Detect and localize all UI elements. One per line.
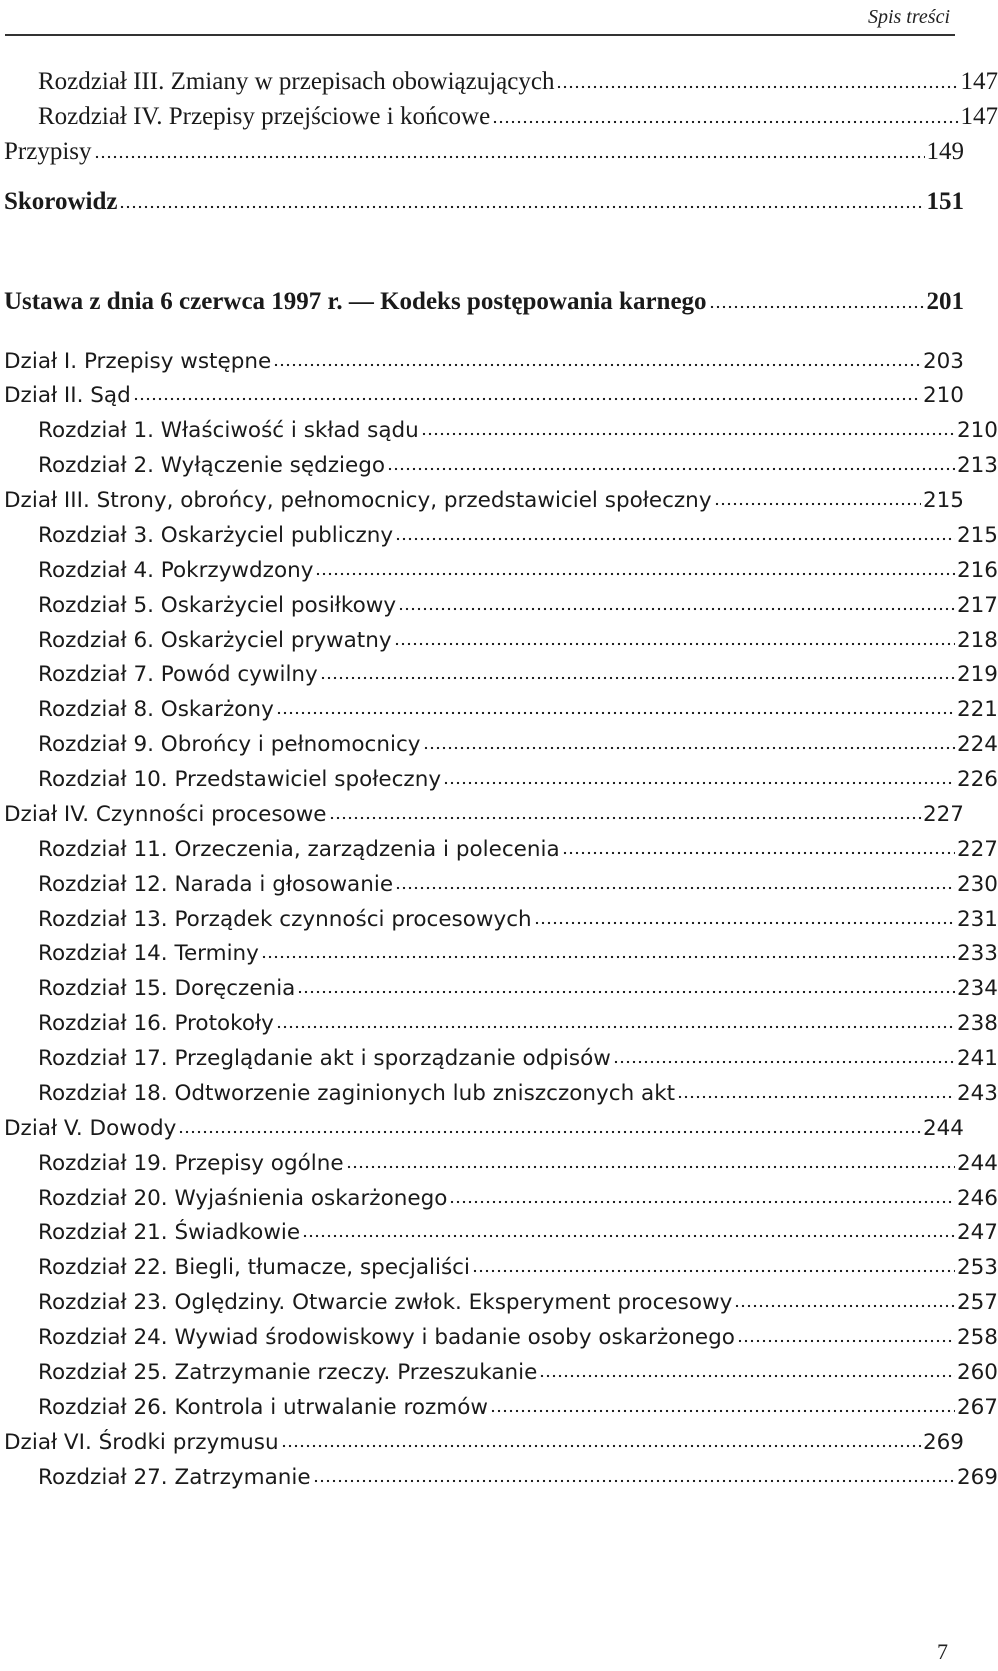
toc-entry-page: 147 [960,68,998,95]
toc-entry-page: 151 [926,188,964,215]
toc-entry-page: 215 [922,488,964,513]
running-header [0,0,960,38]
dot-leader [492,119,958,125]
dot-leader [320,675,955,681]
toc-entry[interactable] [0,481,964,513]
toc-entry-label: Dział II. Sąd [4,383,131,408]
toc-entry-label: Dział III. Strony, obrońcy, pełnomocnicy, przedstawiciel społeczny [4,488,712,513]
toc-entry-label: Skorowidz [4,188,118,215]
dot-leader [302,1233,955,1239]
toc-entry-label: Dział V. Dowody [4,1116,177,1141]
dot-leader [709,304,925,310]
dot-leader [119,204,924,210]
toc-entry-label: Dział VI. Środki przymusu [4,1430,279,1455]
toc-entry[interactable] [0,1213,998,1245]
toc-entry-label: Rozdział 13. Porządek czynności procesowych [38,907,532,932]
toc-entry-page: 227 [922,802,964,827]
toc-entry-label: Rozdział 3. Oskarżyciel publiczny [38,523,394,548]
toc-entry[interactable] [0,900,998,932]
toc-entry-page: 241 [956,1046,998,1071]
toc-entry-page: 213 [956,453,998,478]
toc-entry[interactable] [0,1248,998,1280]
toc-entry-page: 269 [956,1465,998,1490]
toc-entry[interactable] [0,376,964,408]
toc-entry-label: Rozdział 15. Doręczenia [38,976,296,1001]
dot-leader [297,989,955,995]
toc-entry-page: 267 [956,1395,998,1420]
toc-entry-page: 227 [956,837,998,862]
toc-entry[interactable] [0,184,964,216]
toc-entry[interactable] [0,830,998,862]
toc-entry[interactable] [0,969,998,1001]
toc-entry-page: 149 [926,138,964,165]
toc-entry-page: 257 [956,1290,998,1315]
toc-entry-page: 221 [956,697,998,722]
toc-entry-label: Rozdział 2. Wyłączenie sędziego [38,453,386,478]
toc-entry-label: Rozdział 5. Oskarżyciel posiłkowy [38,593,397,618]
toc-entry-label: Rozdział 1. Właściwość i skład sądu [38,418,419,443]
toc-entry-page: 215 [956,523,998,548]
dot-leader [133,396,921,402]
toc-entry-page: 243 [956,1081,998,1106]
toc-entry-label: Rozdział 24. Wywiad środowiskowy i badanie osoby oskarżonego [38,1325,735,1350]
toc-entry-label: Rozdział 23. Oględziny. Otwarcie zwłok. Eksperyment procesowy [38,1290,733,1315]
dot-leader [472,1268,955,1274]
dot-leader [562,850,955,856]
toc-entry-page: 217 [956,593,998,618]
toc-entry[interactable] [0,1353,998,1385]
toc-entry-page: 234 [956,976,998,1001]
toc-entry[interactable] [0,284,964,316]
toc-entry[interactable] [0,1004,998,1036]
running-header-title: Spis treści [867,6,950,28]
toc-entry-page: 210 [956,418,998,443]
dot-leader [395,885,955,891]
toc-entry-page: 219 [956,662,998,687]
toc-entry-label: Rozdział 17. Przeglądanie akt i sporządzanie odpisów [38,1046,611,1071]
toc-entry[interactable] [0,934,998,966]
dot-leader [677,1094,955,1100]
dot-leader [714,501,921,507]
toc-entry-label: Przypisy [4,138,92,165]
toc-entry[interactable] [0,865,998,897]
toc-entry-page: 258 [956,1325,998,1350]
toc-entry-page: 201 [926,288,964,315]
toc-entry-page: 244 [956,1151,998,1176]
toc-entry-label: Rozdział 16. Protokoły [38,1011,274,1036]
dot-leader [449,1199,955,1205]
toc-entry-page: 238 [956,1011,998,1036]
dot-leader [261,954,955,960]
toc-entry[interactable] [0,64,998,96]
toc-entry[interactable] [0,134,964,166]
toc-entry[interactable] [0,586,998,618]
header-rule [5,34,955,36]
dot-leader [421,431,955,437]
toc-entry-label: Rozdział 4. Pokrzywdzony [38,558,314,583]
toc-entry-page: 246 [956,1186,998,1211]
toc-entry[interactable] [0,342,964,374]
dot-leader [94,154,925,160]
toc-entry[interactable] [0,1388,998,1420]
toc-entry[interactable] [0,1109,964,1141]
toc-entry-label: Rozdział 25. Zatrzymanie rzeczy. Przeszukanie [38,1360,538,1385]
toc-entry[interactable] [0,795,964,827]
dot-leader [613,1059,955,1065]
dot-leader [178,1129,921,1135]
toc-entry-label: Rozdział 9. Obrońcy i pełnomocnicy [38,732,421,757]
toc-entry-label: Rozdział 18. Odtworzenie zaginionych lub zniszczonych akt [38,1081,676,1106]
dot-leader [276,710,955,716]
toc-entry-page: 147 [960,103,998,130]
toc-entry-page: 224 [956,732,998,757]
toc-entry[interactable] [0,1179,998,1211]
toc-entry-label: Rozdział 7. Powód cywilny [38,662,318,687]
dot-leader [556,84,958,90]
dot-leader [281,1443,921,1449]
toc-entry-label: Rozdział III. Zmiany w przepisach obowiązujących [38,68,555,95]
toc-entry-page: 253 [956,1255,998,1280]
page-number: 7 [937,1639,948,1664]
toc-entry-page: 244 [922,1116,964,1141]
toc-entry-label: Rozdział 21. Świadkowie [38,1220,301,1245]
dot-leader [394,641,955,647]
toc-entry-label: Dział IV. Czynności procesowe [4,802,327,827]
dot-leader [346,1164,955,1170]
toc-entry[interactable] [0,1144,998,1176]
dot-leader [398,606,955,612]
toc-entry-page: 230 [956,872,998,897]
toc-entry-page: 216 [956,558,998,583]
toc-entry-label: Rozdział 22. Biegli, tłumacze, specjaliści [38,1255,470,1280]
dot-leader [313,1478,955,1484]
toc-entry-label: Rozdział 14. Terminy [38,941,259,966]
dot-leader [315,571,954,577]
toc-entry[interactable] [0,411,998,443]
dot-leader [387,466,955,472]
toc-entry-label: Rozdział 27. Zatrzymanie [38,1465,311,1490]
dot-leader [329,815,921,821]
toc-entry[interactable] [0,446,998,478]
dot-leader [534,920,955,926]
toc-entry-label: Rozdział 8. Oskarżony [38,697,274,722]
toc-entry-page: 260 [956,1360,998,1385]
toc-entry[interactable] [0,1458,998,1490]
toc-entry[interactable] [0,516,998,548]
toc-entry-label: Ustawa z dnia 6 czerwca 1997 r. — Kodeks postępowania karnego [4,288,707,315]
toc-entry[interactable] [0,1283,998,1315]
dot-leader [490,1408,955,1414]
toc-entry[interactable] [0,1074,998,1106]
dot-leader [423,745,955,751]
dot-leader [737,1338,955,1344]
toc-entry-label: Rozdział 10. Przedstawiciel społeczny [38,767,442,792]
toc-entry-page: 247 [956,1220,998,1245]
toc-entry[interactable] [0,551,998,583]
toc-entry-label: Rozdział 6. Oskarżyciel prywatny [38,628,392,653]
dot-leader [734,1303,955,1309]
toc-entry[interactable] [0,725,998,757]
toc-entry[interactable] [0,655,998,687]
toc-entry-label: Rozdział 11. Orzeczenia, zarządzenia i polecenia [38,837,560,862]
toc-entry[interactable] [0,690,998,722]
toc-entry[interactable] [0,1318,998,1350]
toc-entry-label: Rozdział IV. Przepisy przejściowe i końcowe [38,103,491,130]
toc-entry-page: 231 [956,907,998,932]
toc-entry-label: Rozdział 26. Kontrola i utrwalanie rozmów [38,1395,488,1420]
toc-entry-page: 203 [922,349,964,374]
toc-entry-page: 210 [922,383,964,408]
toc-entry[interactable] [0,760,998,792]
dot-leader [539,1373,955,1379]
toc-entry-label: Rozdział 19. Przepisy ogólne [38,1151,344,1176]
toc-entry[interactable] [0,99,998,131]
toc-entry-page: 269 [922,1430,964,1455]
toc-entry-label: Dział I. Przepisy wstępne [4,349,272,374]
dot-leader [276,1024,955,1030]
dot-leader [395,536,955,542]
toc-entry-page: 218 [956,628,998,653]
toc-entry[interactable] [0,1039,998,1071]
dot-leader [273,362,921,368]
toc-entry-page: 226 [956,767,998,792]
toc-entry[interactable] [0,621,998,653]
toc-entry-page: 233 [956,941,998,966]
toc-entry[interactable] [0,1423,964,1455]
dot-leader [443,780,955,786]
toc-entry-label: Rozdział 12. Narada i głosowanie [38,872,394,897]
toc-entry-label: Rozdział 20. Wyjaśnienia oskarżonego [38,1186,448,1211]
